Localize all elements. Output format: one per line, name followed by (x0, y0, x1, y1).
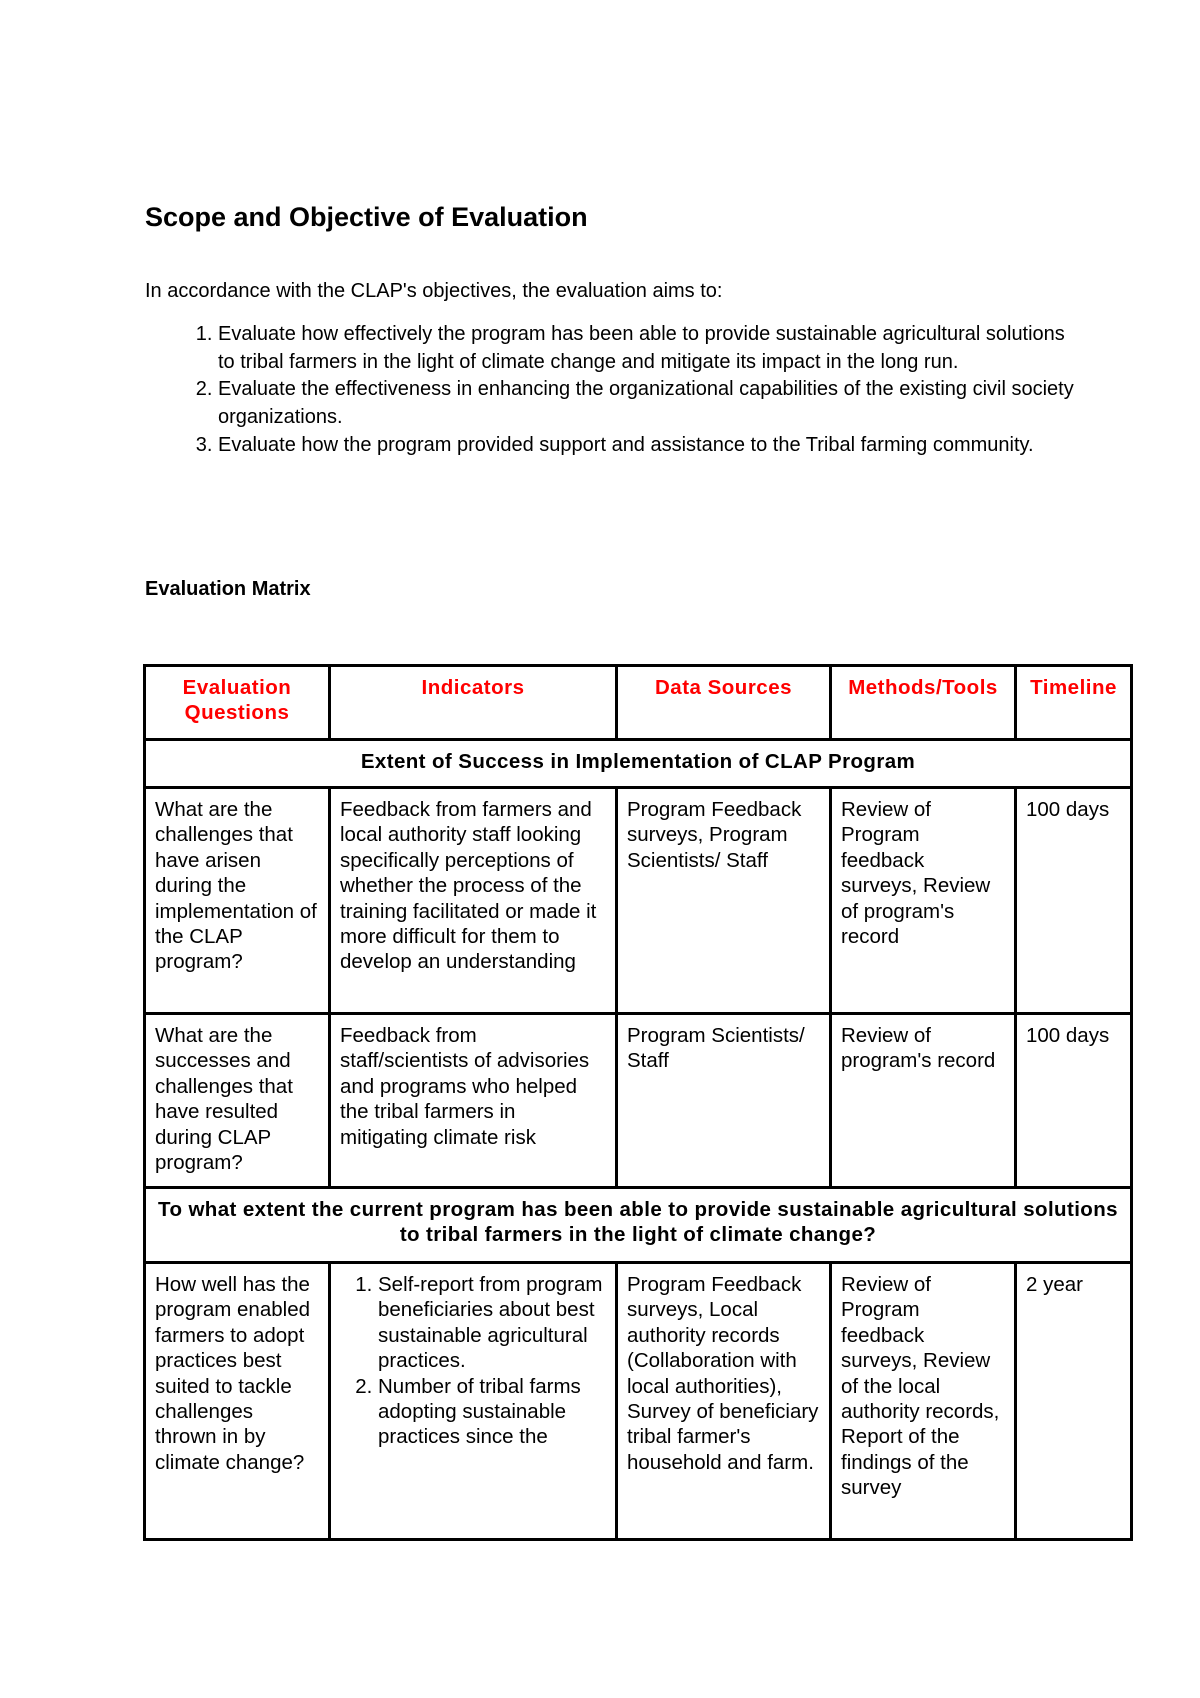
section-title: Extent of Success in Implementation of CLAP Program (145, 740, 1132, 788)
question-cell: What are the successes and challenges that have resulted during CLAP program? (145, 1014, 330, 1188)
sources-cell: Program Scientists/ Staff (617, 1014, 831, 1188)
methods-cell: Review of Program feedback surveys, Review of the local authority records, Report of the findings of the survey (831, 1263, 1016, 1540)
timeline-cell: 2 year (1016, 1263, 1132, 1540)
question-cell: How well has the program enabled farmers to adopt practices best suited to tackle challenges thrown in by climate change? (145, 1263, 330, 1540)
section-row (145, 1188, 1132, 1263)
aim-item: 1. Evaluate how effectively the program has been able to provide sustainable agricultural solutions to tribal farmers in the light of climate change and mitigate its impact in the long run. (218, 321, 1078, 376)
table-row (145, 788, 1132, 1014)
timeline-cell: 100 days (1016, 1014, 1132, 1188)
aim-item: 2. Evaluate the effectiveness in enhancing the organizational capabilities of the existing civil society organizations. (218, 376, 1078, 431)
page-title: Scope and Objective of Evaluation (145, 202, 588, 232)
matrix-title: Evaluation Matrix (145, 578, 311, 600)
timeline-cell: 100 days (1016, 788, 1132, 1014)
sources-cell: Program Feedback surveys, Program Scientists/ Staff (617, 788, 831, 1014)
table-header-row (145, 666, 1132, 740)
header-methods-tools: Methods/Tools (831, 666, 1016, 740)
indicators-list (340, 1272, 606, 1450)
aims-list (145, 321, 1078, 460)
indicators-cell: Feedback from staff/scientists of advisories and programs who helped the tribal farmers in mitigating climate risk (330, 1014, 617, 1188)
section-row (145, 740, 1132, 788)
intro-text: In accordance with the CLAP's objectives, the evaluation aims to: (145, 280, 723, 302)
indicators-cell: Feedback from farmers and local authority staff looking specifically perceptions of whether the process of the training facilitated or made it more difficult for them to develop an understanding (330, 788, 617, 1014)
indicator-item: 2. Number of tribal farms adopting sustainable practices since the (378, 1374, 606, 1450)
table-row (145, 1014, 1132, 1188)
header-data-sources: Data Sources (617, 666, 831, 740)
methods-cell: Review of program's record (831, 1014, 1016, 1188)
section-title: To what extent the current program has been able to provide sustainable agricultural solutions to tribal farmers in the light of climate change? (145, 1188, 1132, 1263)
header-evaluation-questions: Evaluation Questions (145, 666, 330, 740)
header-timeline: Timeline (1016, 666, 1132, 740)
question-cell: What are the challenges that have arisen during the implementation of the CLAP program? (145, 788, 330, 1014)
evaluation-matrix-table (143, 664, 1133, 1541)
methods-cell: Review of Program feedback surveys, Review of program's record (831, 788, 1016, 1014)
sources-cell: Program Feedback surveys, Local authority records (Collaboration with local authorities), Survey of beneficiary tribal farmer's household and farm. (617, 1263, 831, 1540)
indicator-item: 1. Self-report from program beneficiaries about best sustainable agricultural practices. (378, 1272, 606, 1374)
table-row (145, 1263, 1132, 1540)
header-indicators: Indicators (330, 666, 617, 740)
aim-item: 3. Evaluate how the program provided support and assistance to the Tribal farming community. (218, 432, 1078, 460)
indicators-cell (330, 1263, 617, 1540)
